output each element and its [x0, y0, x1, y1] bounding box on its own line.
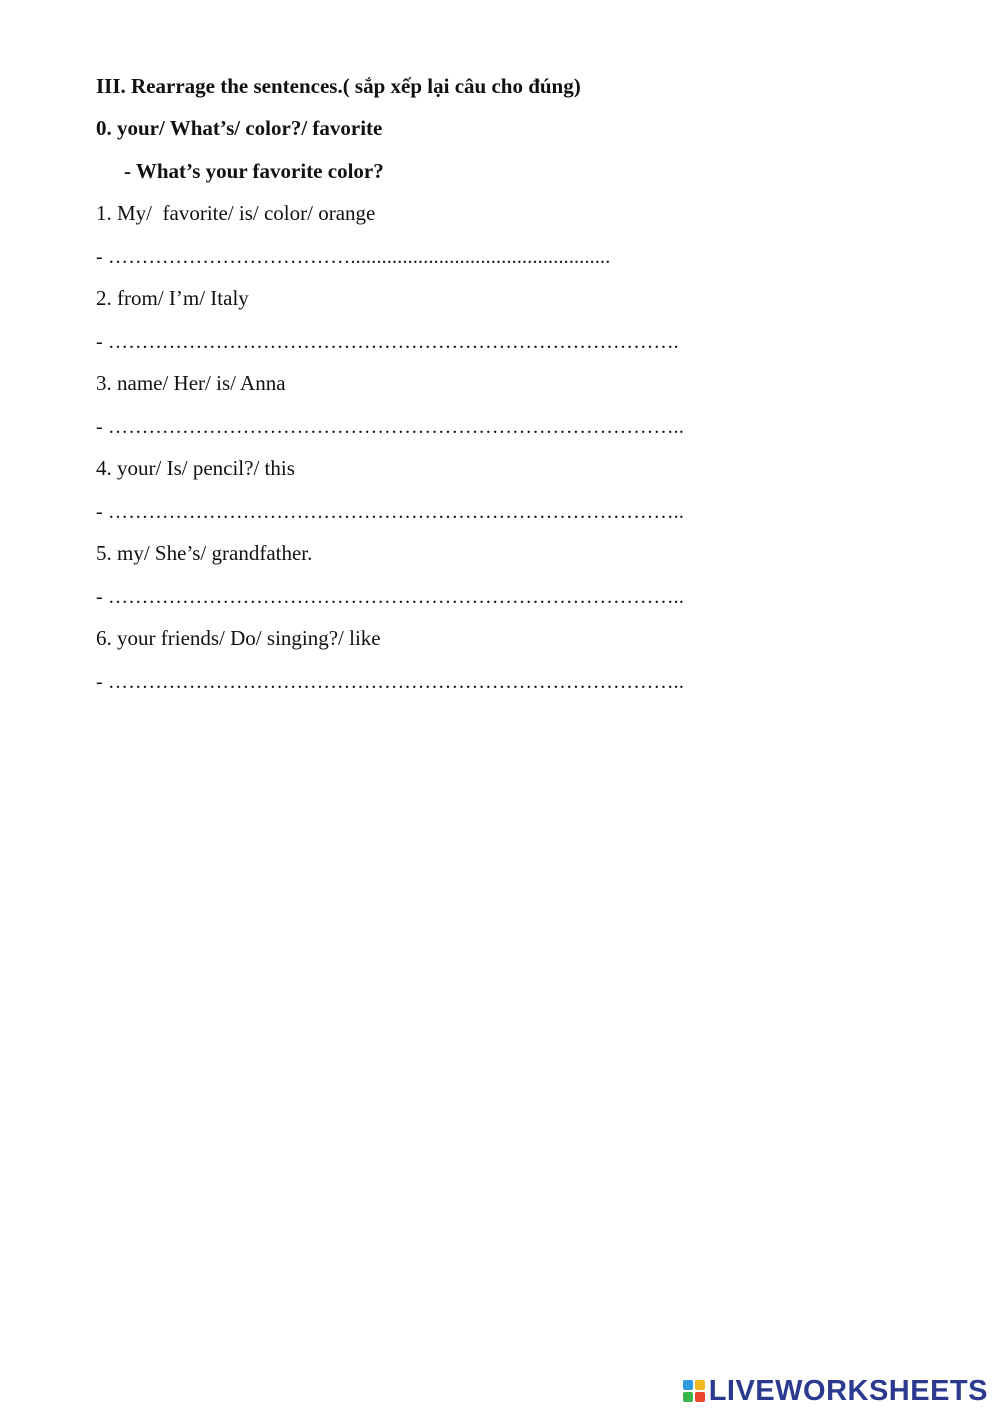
- item-4-answer-line[interactable]: - …………………………………………………………………………..: [96, 501, 685, 523]
- item-4-prompt: 4. your/ Is/ pencil?/ this: [96, 456, 295, 480]
- logo-square-yellow: [695, 1380, 705, 1390]
- item-2-prompt: 2. from/ I’m/ Italy: [96, 286, 249, 310]
- logo-square-green: [683, 1392, 693, 1402]
- item-6-prompt: 6. your friends/ Do/ singing?/ like: [96, 626, 381, 650]
- item-1-prompt: 1. My/ favorite/ is/ color/ orange: [96, 201, 376, 225]
- item-5-answer-line[interactable]: - …………………………………………………………………………..: [96, 586, 685, 608]
- item-5-prompt: 5. my/ She’s/ grandfather.: [96, 541, 313, 565]
- item-3-prompt: 3. name/ Her/ is/ Anna: [96, 371, 286, 395]
- liveworksheets-logo-icon: [683, 1380, 705, 1402]
- example-answer: - What’s your favorite color?: [124, 159, 384, 183]
- logo-square-red: [695, 1392, 705, 1402]
- item-1-answer-line[interactable]: - ………………………………..................................................: [96, 246, 611, 268]
- item-2-answer-line[interactable]: - ………………………………………………………………………….: [96, 331, 679, 353]
- item-6-answer-line[interactable]: - …………………………………………………………………………..: [96, 671, 685, 693]
- liveworksheets-watermark: [683, 1373, 988, 1409]
- exercise-heading: III. Rearrage the sentences.( sắp xếp lại câu cho đúng): [96, 74, 581, 98]
- liveworksheets-logo-text: LIVEWORKSHEETS: [708, 1375, 988, 1407]
- example-prompt: 0. your/ What’s/ color?/ favorite: [96, 116, 383, 140]
- item-3-answer-line[interactable]: - …………………………………………………………………………..: [96, 416, 685, 438]
- logo-square-blue: [683, 1380, 693, 1390]
